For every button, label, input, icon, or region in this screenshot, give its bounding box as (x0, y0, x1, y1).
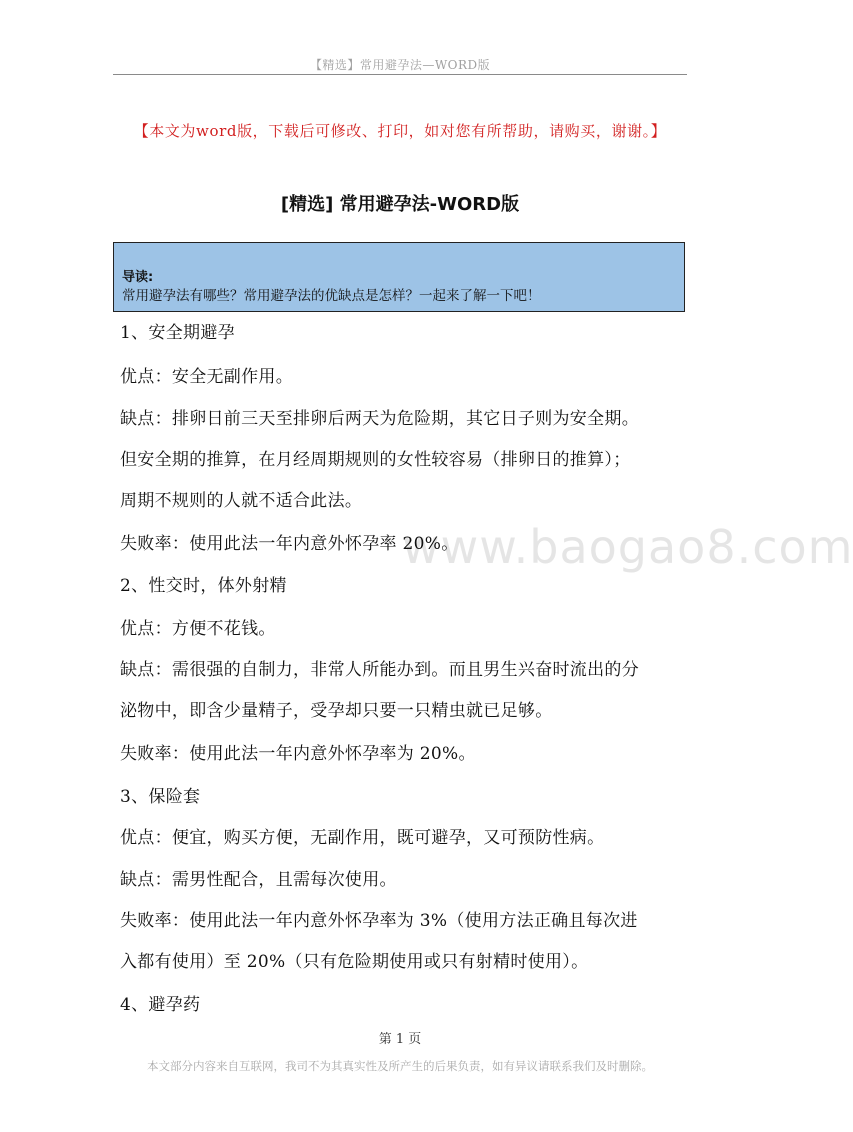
body-line: 缺点：需男性配合，且需每次使用。 (120, 870, 397, 890)
body-line: 缺点：需很强的自制力，非常人所能办到。而且男生兴奋时流出的分 (120, 660, 639, 680)
running-header: 【精选】常用避孕法—WORD版 (309, 58, 491, 72)
body-line: 优点：安全无副作用。 (120, 367, 293, 387)
intro-text: 常用避孕法有哪些？常用避孕法的优缺点是怎样？一起来了解一下吧！ (122, 288, 541, 304)
header-divider (113, 74, 687, 75)
body-line: 缺点：排卵日前三天至排卵后两天为危险期，其它日子则为安全期。 (120, 409, 639, 429)
section-heading-safe-period: 1、安全期避孕 (120, 323, 235, 343)
body-line: 优点：方便不花钱。 (120, 619, 276, 639)
section-heading-condom: 3、保险套 (120, 787, 201, 807)
footer-disclaimer: 本文部分内容来自互联网，我司不为其真实性及所产生的后果负责，如有异议请联系我们及时删除。 (147, 1059, 653, 1073)
intro-label: 导读: (122, 270, 154, 285)
body-line: 周期不规则的人就不适合此法。 (120, 491, 363, 511)
body-line: 入都有使用）至 20%（只有危险期使用或只有射精时使用）。 (120, 952, 589, 972)
body-line: 泌物中，即含少量精子，受孕却只要一只精虫就已足够。 (120, 701, 553, 721)
intro-box (113, 242, 685, 312)
body-line: 失败率：使用此法一年内意外怀孕率为 3%（使用方法正确且每次进 (120, 911, 638, 931)
document-title: [精选] 常用避孕法-WORD版 (280, 194, 520, 215)
body-line: 优点：便宜，购买方便，无副作用，既可避孕，又可预防性病。 (120, 828, 605, 848)
site-watermark: www.baogao8.com (402, 520, 853, 574)
body-line: 失败率：使用此法一年内意外怀孕率为 20%。 (120, 744, 476, 764)
body-line: 失败率：使用此法一年内意外怀孕率 20%。 (120, 534, 459, 554)
body-line: 但安全期的推算，在月经周期规则的女性较容易（排卵日的推算）； (120, 450, 631, 470)
purchase-notice: 【本文为word版，下载后可修改、打印，如对您有所帮助，请购买，谢谢。】 (133, 122, 667, 140)
section-heading-withdrawal: 2、性交时，体外射精 (120, 576, 287, 596)
section-heading-pill: 4、避孕药 (120, 995, 201, 1015)
page-number: 第 1 页 (378, 1032, 422, 1047)
